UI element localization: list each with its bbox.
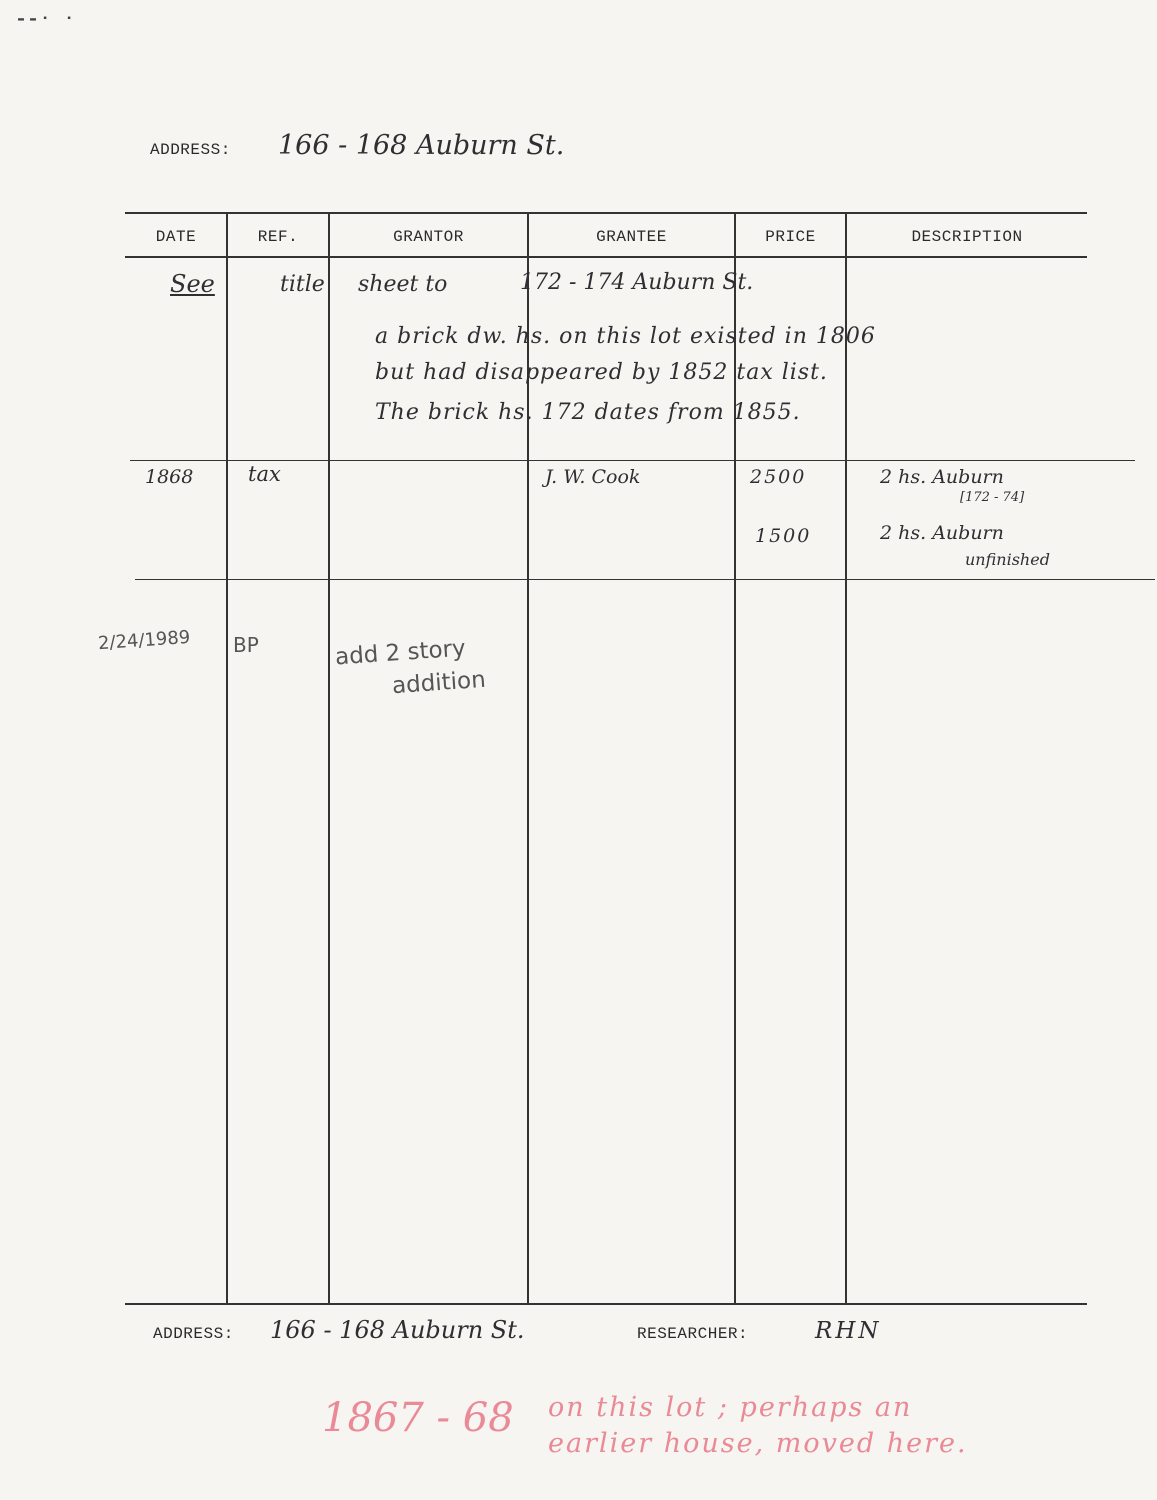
col-divider-5 [845,212,847,1304]
col-header-grantor: GRANTOR [393,228,464,246]
row2-date: 1868 [145,466,194,488]
row2-ref: tax [248,462,281,486]
row-divider-1 [130,460,1135,461]
row2-description-1-sub: [172 - 74] [960,490,1025,505]
row3-grantor-line1: add 2 story [334,635,467,671]
col-header-date: DATE [155,228,197,246]
red-note-line1: on this lot ; perhaps an [548,1392,913,1423]
table-top-rule [125,212,1087,214]
row2-description-1: 2 hs. Auburn [880,466,1004,488]
row2-price-1: 2500 [750,466,807,488]
row1-date: See [170,270,215,298]
corner-specks: ▬ ▬ ▪ ▪ [18,14,73,25]
footer-researcher-label: RESEARCHER: [637,1325,749,1343]
col-divider-1 [226,212,228,1304]
row2-description-2: 2 hs. Auburn [880,522,1004,544]
red-note-line2: earlier house, moved here. [548,1428,968,1459]
footer-researcher-value: RHN [815,1318,882,1344]
row3-grantor-line2: addition [391,666,487,700]
row2-description-2-sub: unfinished [965,550,1050,569]
row1-ref: title [280,272,325,297]
row3-ref: BP [233,633,259,657]
table-bottom-rule [125,1303,1087,1305]
col-header-description: DESCRIPTION [911,228,1023,246]
row1-note-line2: but had disappeared by 1852 tax list. [375,360,828,385]
col-divider-2 [328,212,330,1304]
footer-address-value: 166 - 168 Auburn St. [270,1316,525,1344]
row3-date: 2/24/1989 [97,626,191,655]
col-header-ref: REF. [257,228,299,246]
footer-address-label: ADDRESS: [153,1325,234,1343]
row1-note-line1: a brick dw. hs. on this lot existed in 1806 [375,324,876,349]
row-divider-2 [135,579,1155,580]
row1-note-line3: The brick hs. 172 dates from 1855. [375,400,801,425]
row1-grantor: sheet to [358,272,448,297]
row2-grantee: J. W. Cook [545,466,641,488]
address-label: ADDRESS: [150,141,231,159]
table-header-rule [125,256,1087,258]
red-note-years: 1867 - 68 [322,1395,514,1441]
col-header-grantee: GRANTEE [596,228,667,246]
row2-price-2: 1500 [755,525,812,547]
col-header-price: PRICE [765,228,816,246]
address-value: 166 - 168 Auburn St. [278,130,565,161]
row1-grantee: 172 - 174 Auburn St. [520,270,754,295]
